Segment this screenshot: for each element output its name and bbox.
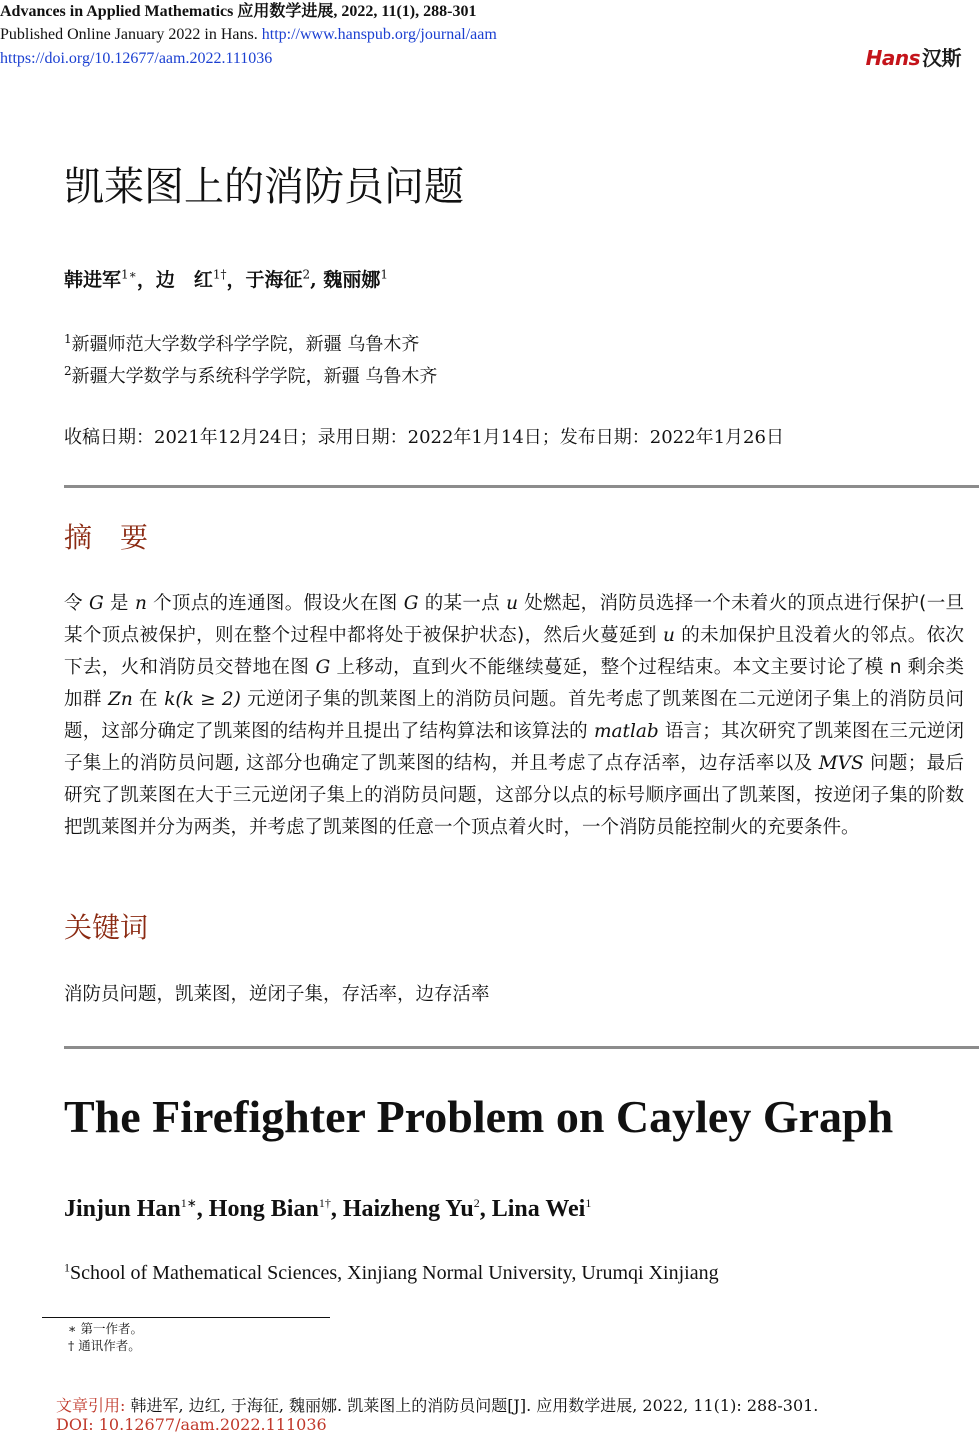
abstract-text: 是 (103, 593, 135, 614)
citation-text: 韩进军, 边红, 于海征, 魏丽娜. 凯莱图上的消防员问题[J]. 应用数学进展, 2022, 11(1): 288-301. (130, 1396, 819, 1415)
author-name: Hong Bian (208, 1196, 319, 1222)
author-separator: ， (226, 269, 246, 291)
abstract-text: 问题；最后研究了凯莱图在大于三元逆闭子集上的消防员问题，这部分以点的标号顺序画出了凯莱图，按逆闭子集的阶数把凯莱图并分为两类，并考虑了凯莱图的任意一个顶点着火时，一个消防员能控制火的充要条件。 (64, 753, 964, 838)
divider (64, 485, 979, 488)
doi-url-line (0, 47, 272, 71)
math-symbol: u (663, 625, 675, 646)
author-separator: ， (136, 269, 156, 291)
affiliation-sup: 2 (64, 364, 72, 378)
author-sup: 2 (302, 267, 311, 282)
abstract-text: 上移动，直到火不能继续蔓延，整个过程结束。本文主要讨论了模 n 剩余类加群 (64, 657, 964, 710)
author-name: 边 红 (155, 269, 213, 291)
abstract-text: 元逆闭子集的凯莱图上的消防员问题。首先考虑了凯莱图在二元逆闭子集上的消防员问题，这部分确定了凯莱图的结构并且提出了结构算法和该算法的 (64, 689, 964, 742)
author-separator: , (196, 1196, 209, 1222)
math-symbol: G (315, 657, 331, 678)
published-text: Published Online January 2022 in Hans. (0, 26, 258, 43)
author-sup: 1† (318, 1196, 331, 1210)
affiliation-text: School of Mathematical Sciences, Xinjiang Normal University, Urumqi Xinjiang (70, 1262, 719, 1284)
en-authors (64, 1196, 591, 1223)
en-title: The Firefighter Problem on Cayley Graph (64, 1091, 894, 1142)
abstract-heading: 摘 要 (64, 521, 149, 554)
keywords-text: 消防员问题，凯莱图，逆闭子集，存活率，边存活率 (64, 984, 490, 1005)
author-sup: 1 (380, 267, 389, 282)
footnote-corresponding: † 通讯作者。 (68, 1338, 141, 1353)
abstract-text: 的某一点 (418, 593, 507, 614)
dates-line: 收稿日期：2021年12月24日；录用日期：2022年1月14日；发布日期：2022年1月26日 (64, 427, 784, 448)
cn-affiliation-2 (64, 362, 437, 388)
hans-logo (866, 42, 961, 71)
logo-cn: 汉斯 (922, 46, 961, 70)
author-name: 魏丽娜 (323, 269, 381, 291)
divider (64, 1046, 979, 1049)
citation-label: 文章引用: (56, 1396, 126, 1415)
author-sup: 1∗ (180, 1196, 197, 1210)
logo-latin: Hans (865, 46, 920, 70)
math-symbol: k(k ≥ 2) (164, 689, 241, 710)
affiliation-text: 新疆大学数学与系统科学学院，新疆 乌鲁木齐 (71, 366, 438, 387)
author-separator: , (330, 1196, 343, 1222)
journal-line: Advances in Applied Mathematics 应用数学进展, 2022, 11(1), 288-301 (0, 3, 477, 20)
affiliation-sup: 1 (64, 332, 72, 346)
math-symbol: MVS (818, 753, 864, 774)
cn-title: 凯莱图上的消防员问题 (64, 164, 464, 210)
author-sup: 1 (585, 1196, 592, 1210)
cn-authors (64, 265, 388, 292)
abstract-text: 令 (64, 593, 89, 614)
author-separator: , (310, 269, 324, 291)
author-separator: , (479, 1196, 492, 1222)
math-symbol: matlab (593, 721, 659, 742)
author-name: Haizheng Yu (342, 1196, 474, 1222)
doi-url-link[interactable]: https://doi.org/10.12677/aam.2022.111036 (0, 50, 273, 67)
math-symbol: Zn (108, 689, 133, 710)
affiliation-text: 新疆师范大学数学科学学院，新疆 乌鲁木齐 (71, 334, 420, 355)
published-line (0, 23, 497, 47)
abstract-text: 的未加保护且没着火的邻点。依次下去，火和消防员交替地在图 (64, 625, 964, 678)
abstract-body (64, 588, 964, 844)
abstract-text: 在 (132, 689, 165, 710)
affiliation-sup: 1 (64, 1260, 70, 1275)
footnote-first-author: ∗ 第一作者。 (68, 1321, 143, 1336)
en-affiliation (64, 1262, 719, 1285)
keywords-heading: 关键词 (64, 911, 149, 944)
math-symbol: n (134, 593, 147, 614)
author-name: 韩进军 (64, 269, 122, 291)
math-symbol: u (506, 593, 519, 614)
citation-doi[interactable]: DOI: 10.12677/aam.2022.111036 (56, 1415, 327, 1434)
journal-url-link[interactable]: http://www.hanspub.org/journal/aam (261, 26, 497, 43)
author-name: Lina Wei (491, 1196, 586, 1222)
abstract-text: 处燃起，消防员选择一个未着火的顶点进行保护(一旦某个顶点被保护，则在整个过程中都将处于被保护状态)，然后火蔓延到 (64, 593, 965, 646)
math-symbol: G (89, 593, 104, 614)
cn-affiliation-1 (64, 330, 419, 356)
abstract-text: 语言；其次研究了凯莱图在三元逆闭子集上的消防员问题, 这部分也确定了凯莱图的结构，并且考虑了点存活率，边存活率以及 (64, 721, 964, 774)
abstract-text: 个顶点的连通图。假设火在图 (146, 593, 404, 614)
math-symbol: G (403, 593, 419, 614)
author-sup: 1† (212, 267, 227, 282)
citation-line (56, 1393, 818, 1416)
author-sup: 1∗ (121, 267, 137, 282)
author-sup: 2 (473, 1196, 480, 1210)
author-name: Jinjun Han (64, 1196, 181, 1222)
footnote-rule (42, 1317, 330, 1318)
author-name: 于海征 (245, 269, 303, 291)
